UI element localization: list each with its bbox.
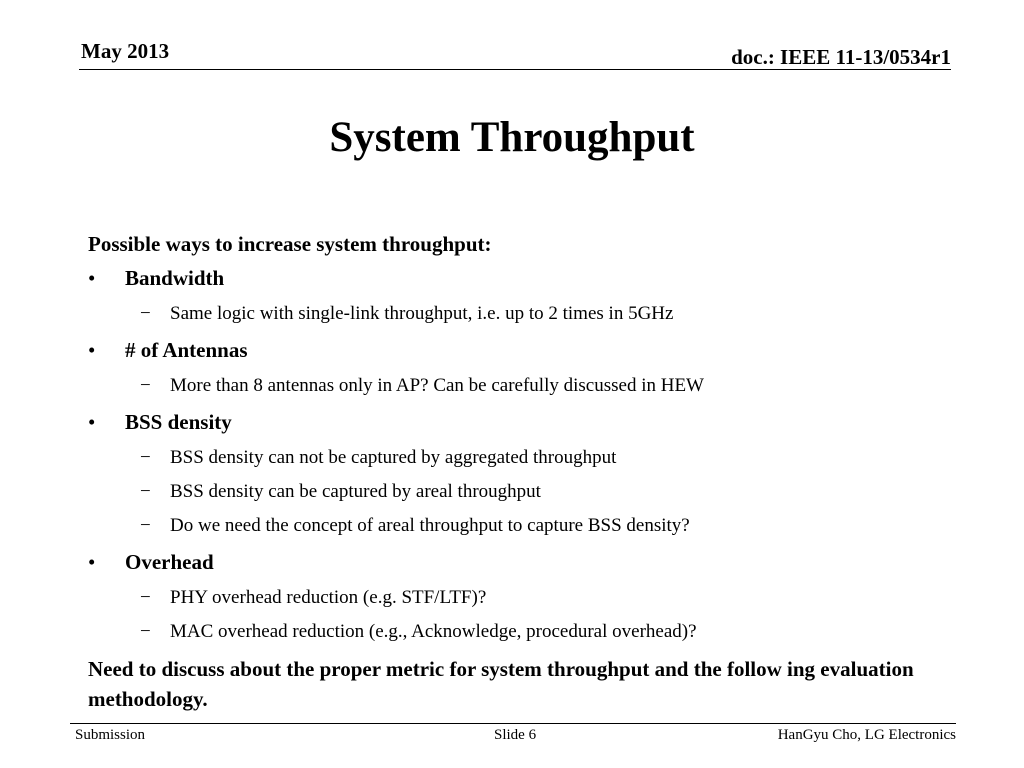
dash-icon: − <box>140 481 151 502</box>
closing-statement: Need to discuss about the proper metric for system throughput and the follow ing evaluation methodology. <box>88 657 914 711</box>
header-divider <box>79 69 951 70</box>
dash-icon: − <box>140 375 151 396</box>
bullet-item <box>88 547 958 585</box>
intro-text: Possible ways to increase system throughput: <box>88 232 492 256</box>
sub-item <box>88 513 958 547</box>
dash-icon: − <box>140 587 151 608</box>
bullet-item <box>88 335 958 373</box>
footer-submission: Submission <box>75 727 146 743</box>
slide-title: System Throughput <box>329 114 695 161</box>
bullet-dot-icon: • <box>88 550 96 574</box>
footer-divider <box>70 723 956 724</box>
footer-author: HanGyu Cho, LG Electronics <box>777 727 956 743</box>
sub-item <box>88 445 958 479</box>
bullet-label: BSS density <box>125 410 232 434</box>
sub-item <box>88 301 958 335</box>
dash-icon: − <box>140 447 151 468</box>
sub-item-text: BSS density can be captured by areal throughput <box>170 481 541 502</box>
sub-item-text: PHY overhead reduction (e.g. STF/LTF)? <box>170 587 487 608</box>
bullet-label: Bandwidth <box>125 266 225 290</box>
bullet-item <box>88 407 958 445</box>
sub-item-text: Do we need the concept of areal throughput to capture BSS density? <box>170 515 690 536</box>
bullet-label: # of Antennas <box>125 338 248 362</box>
sub-item <box>88 619 958 653</box>
header-date: May 2013 <box>81 39 170 63</box>
dash-icon: − <box>140 303 151 324</box>
dash-icon: − <box>140 621 151 642</box>
bullet-dot-icon: • <box>88 266 96 290</box>
footer-slide-number: Slide 6 <box>494 727 537 743</box>
sub-item <box>88 585 958 619</box>
sub-item <box>88 479 958 513</box>
sub-item-text: MAC overhead reduction (e.g., Acknowledge, procedural overhead)? <box>170 621 697 642</box>
sub-item-text: Same logic with single-link throughput, i.e. up to 2 times in 5GHz <box>170 303 674 324</box>
bullet-dot-icon: • <box>88 338 96 362</box>
bullet-item <box>88 263 958 301</box>
sub-item-text: BSS density can not be captured by aggregated throughput <box>170 447 617 468</box>
sub-item-text: More than 8 antennas only in AP? Can be carefully discussed in HEW <box>170 375 704 396</box>
bullet-label: Overhead <box>125 550 214 574</box>
header-doc-id: doc.: IEEE 11-13/0534r1 <box>731 45 951 69</box>
dash-icon: − <box>140 515 151 536</box>
slide-body <box>88 229 958 714</box>
sub-item <box>88 373 958 407</box>
bullet-dot-icon: • <box>88 410 96 434</box>
